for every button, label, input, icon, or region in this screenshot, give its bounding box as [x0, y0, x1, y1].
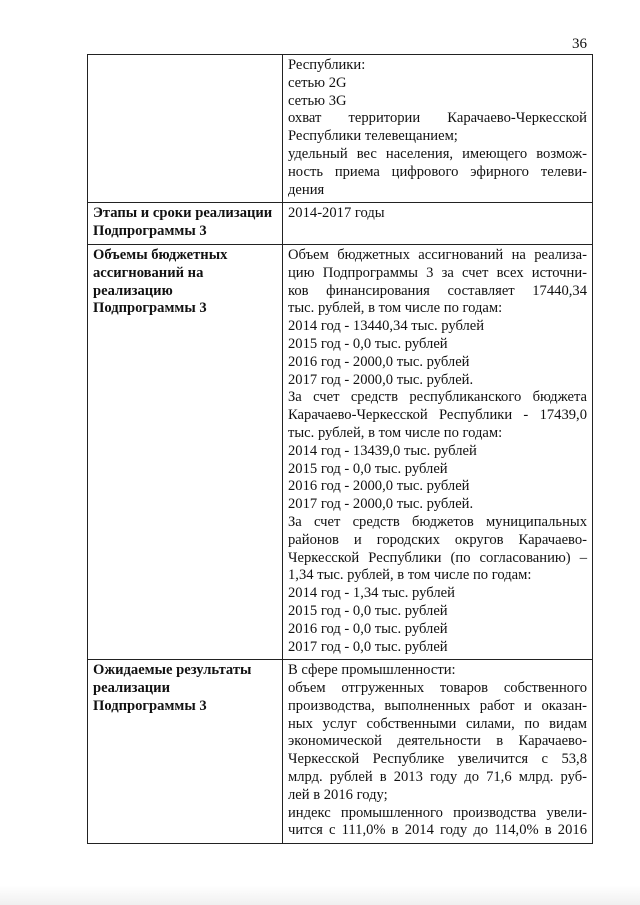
- value-line: экономической деятельности в Карачаево-: [288, 733, 587, 750]
- row-label: [88, 244, 283, 659]
- value-line: 2015 год - 0,0 тыс. рублей: [288, 335, 448, 352]
- value-line: объем отгруженных товаров собственного: [288, 680, 587, 697]
- label-line: Подпрограммы 3: [93, 223, 207, 240]
- value-line: млрд. рублей в 2013 году до 71,6 млрд. руб-: [288, 769, 587, 786]
- label-line: Объемы бюджетных: [93, 246, 228, 263]
- expected-results-row: [88, 660, 593, 844]
- scan-shadow: [0, 885, 640, 905]
- value-line: производства, выполненных работ и оказан-: [288, 697, 587, 714]
- value-line: 2017 год - 2000,0 тыс. рублей.: [288, 371, 474, 388]
- value-line: лей в 2016 году;: [288, 786, 388, 803]
- value-line: 2015 год - 0,0 тыс. рублей: [288, 602, 448, 619]
- label-line: Подпрограммы 3: [93, 697, 207, 714]
- value-line: 1,34 тыс. рублей, в том числе по годам:: [288, 567, 532, 584]
- value-line: ных услуг собственными силами, по видам: [288, 715, 587, 732]
- row-label: [88, 660, 283, 844]
- value-line: 2014 год - 1,34 тыс. рублей: [288, 585, 455, 602]
- value-line: сетью 3G: [288, 92, 347, 109]
- value-line: 2017 год - 0,0 тыс. рублей: [288, 638, 448, 655]
- value-line: 2015 год - 0,0 тыс. рублей: [288, 460, 448, 477]
- value-line: Объем бюджетных ассигнований на реализа-: [288, 246, 587, 263]
- value-line: 2016 год - 2000,0 тыс. рублей: [288, 478, 470, 495]
- label-line: Подпрограммы 3: [93, 300, 207, 317]
- value-line: В сфере промышленности:: [288, 662, 456, 679]
- value-line: чится с 111,0% в 2014 году до 114,0% в 2016: [288, 822, 587, 839]
- value-line: 2014 год - 13440,34 тыс. рублей: [288, 318, 485, 335]
- value-line: удельный вес населения, имеющего возмож-: [288, 145, 587, 162]
- value-line: 2014 год - 13439,0 тыс. рублей: [288, 442, 477, 459]
- budget-allocations-row: [88, 244, 593, 659]
- page-number: 36: [572, 36, 587, 52]
- row-label: [88, 55, 283, 203]
- row-value: [283, 660, 593, 844]
- label-line: ассигнований на: [93, 264, 204, 281]
- value-line: ность приема цифрового эфирного телеви-: [288, 163, 587, 180]
- stages-and-timing-row: [88, 203, 593, 245]
- value-line: тыс. рублей, в том числе по годам:: [288, 424, 503, 441]
- value-line: Карачаево-Черкесской Республики - 17439,0: [288, 407, 587, 424]
- value-line: Черкесской Республики (по согласованию) –: [288, 549, 587, 566]
- value-line: 2014-2017 годы: [288, 205, 385, 222]
- value-line: тыс. рублей, в том числе по годам:: [288, 300, 503, 317]
- value-line: цию Подпрограммы 3 за счет всех источни-: [288, 264, 587, 281]
- value-line: охват территории Карачаево-Черкесской: [288, 110, 587, 127]
- value-line: районов и городских округов Карачаево-: [288, 531, 587, 548]
- subprogram-passport-table: [87, 54, 593, 844]
- value-line: За счет средств республиканского бюджета: [288, 389, 587, 406]
- label-line: Этапы и сроки реализации: [93, 205, 273, 222]
- label-line: реализации: [93, 680, 171, 697]
- value-line: Черкесской Республике увеличится с 53,8: [288, 751, 587, 768]
- value-line: 2016 год - 2000,0 тыс. рублей: [288, 353, 470, 370]
- continued-indicators-row: [88, 55, 593, 203]
- value-line: 2016 год - 0,0 тыс. рублей: [288, 620, 448, 637]
- row-value: [283, 203, 593, 245]
- value-line: 2017 год - 2000,0 тыс. рублей.: [288, 496, 474, 513]
- value-line: дения: [288, 181, 325, 198]
- value-line: индекс промышленного производства увели-: [288, 804, 587, 821]
- value-line: ков финансирования составляет 17440,34: [288, 282, 587, 299]
- row-value: [283, 244, 593, 659]
- row-value: [283, 55, 593, 203]
- value-line: Республики:: [288, 57, 366, 73]
- value-line: За счет средств бюджетов муниципальных: [288, 513, 587, 530]
- value-line: сетью 2G: [288, 74, 347, 91]
- label-line: реализацию: [93, 282, 173, 299]
- row-label: [88, 203, 283, 245]
- label-line: Ожидаемые результаты: [93, 662, 252, 679]
- value-line: Республики телевещанием;: [288, 128, 458, 145]
